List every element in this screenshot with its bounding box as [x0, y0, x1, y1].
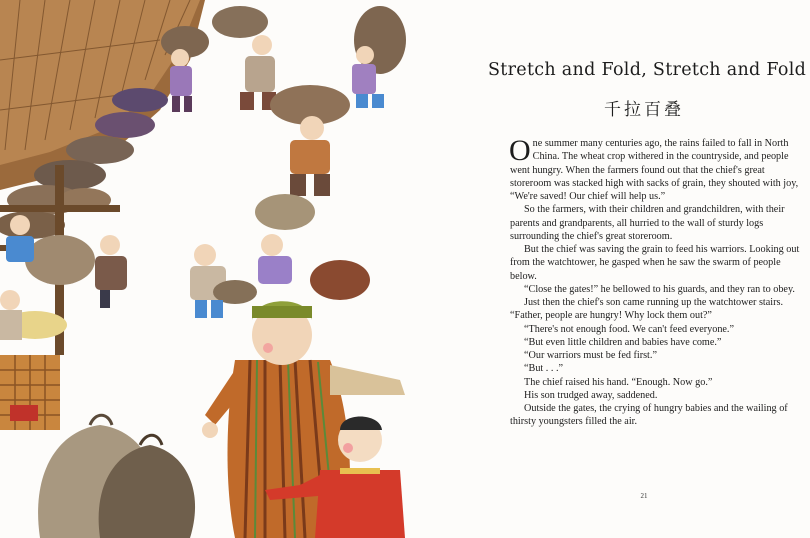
text-page: [488, 0, 807, 538]
carrier-middle-left: [190, 244, 257, 318]
story-paragraph: “But . . .”: [524, 363, 564, 375]
tied-sacks: [38, 415, 195, 538]
story-paragraph: But the chief was saving the grain to feed his warriors. Looking out from the watchtower, he gasped when he saw the swarm of people below.: [510, 244, 800, 282]
story-paragraph: “Close the gates!” he bellowed to his guards, and they ran to obey.: [524, 283, 795, 295]
carrier-middle-sack: [255, 194, 370, 300]
page-number: 21: [640, 492, 648, 500]
story-paragraph: Outside the gates, the crying of hungry babies and the wailing of thirsty youngsters filled the air.: [510, 403, 788, 428]
story-paragraph: So the farmers, with their children and grandchildren, with their parents and grandparents, all hurried to the wall of sturdy logs surrounding the chief's great storeroom.: [510, 204, 785, 242]
chinese-title: 千拉百叠: [604, 100, 684, 120]
drop-cap: O: [509, 134, 531, 167]
story-paragraph: Just then the chief's son came running up the watchtower stairs. “Father, people are hungry! Why lock them out?”: [510, 297, 784, 322]
story-paragraph: “Our warriors must be fed first.”: [524, 350, 657, 361]
carrier-top-middle: [212, 6, 276, 110]
story-title: Stretch and Fold, Stretch and Fold: [488, 60, 807, 80]
carrier-center: [270, 85, 350, 196]
carrier-top-right: [352, 6, 406, 108]
story-paragraph: His son trudged away, saddened.: [524, 389, 658, 401]
story-paragraph: “But even little children and babies have come.”: [524, 336, 722, 348]
story-body: [509, 134, 800, 429]
carrier-left-group: [6, 215, 127, 308]
story-paragraph: “There's not enough food. We can't feed everyone.”: [524, 323, 735, 335]
story-paragraph: The chief raised his hand. “Enough. Now go.”: [524, 376, 713, 388]
story-paragraph: One summer many centuries ago, the rains failed to fall in North China. The wheat crop withered in the countryside, and people went hungry. When the farmers found out that the chief's great storeroom was stacked high with sacks of grain, they shouted with joy, “We're saved! Our chief will help us.”: [509, 134, 799, 202]
